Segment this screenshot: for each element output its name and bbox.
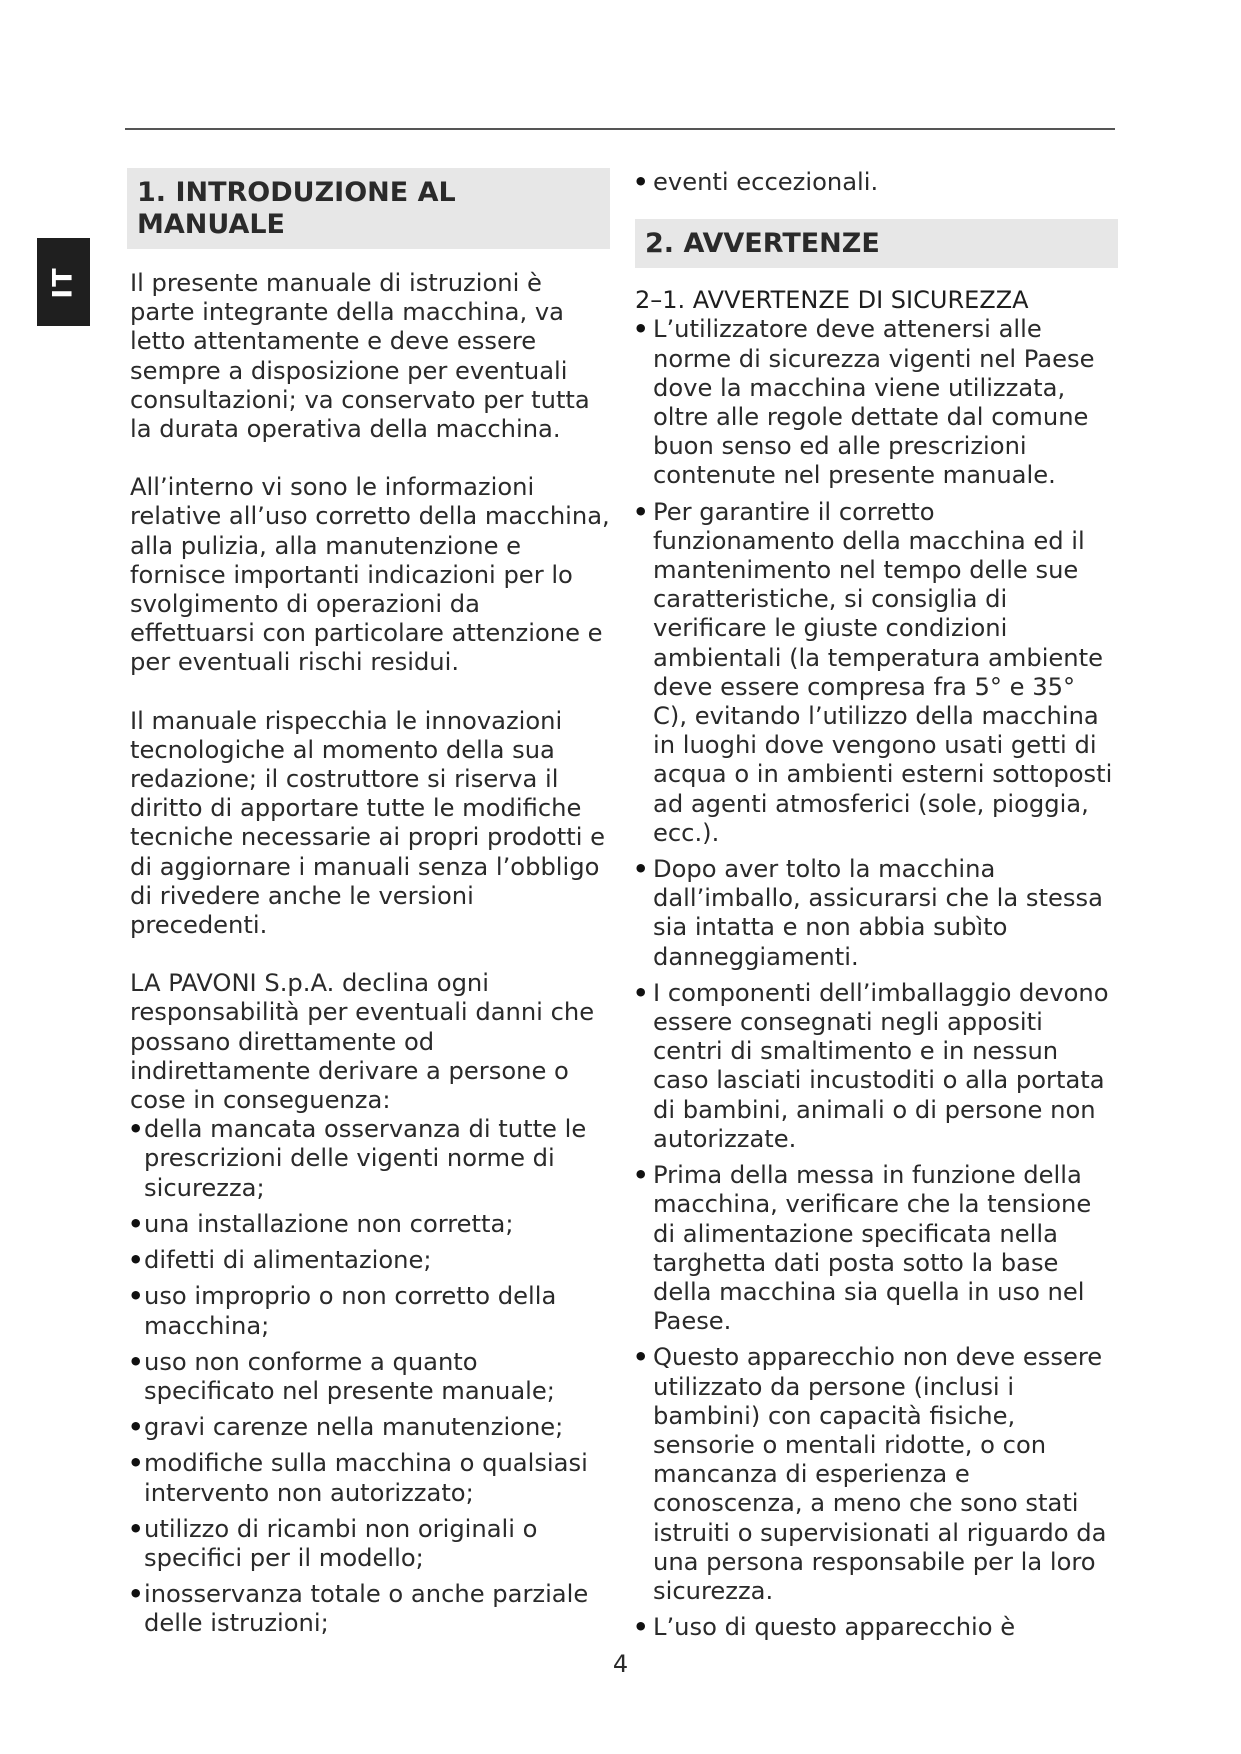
list-item: • gravi carenze nella manutenzione; xyxy=(130,1413,610,1442)
intro-paragraph-3: Il manuale rispecchia le innovazioni tecnologiche al momento della sua redazione; il costruttore si riserva il diritto di apportare tutte le modifiche tecniche necessarie ai propri prodotti e di aggiornare i manuali senza l’obbligo di rivedere anche le versioni precedenti. xyxy=(130,706,606,940)
intro-paragraph-4: LA PAVONI S.p.A. declina ogni responsabilità per eventuali danni che possano direttamente od indirettamente derivare a persone o cose in conseguenza: xyxy=(130,969,595,1115)
section-1-heading: 1. INTRODUZIONE AL MANUALE xyxy=(127,168,610,249)
intro-paragraph-2: All’interno vi sono le informazioni relative all’uso corretto della macchina, alla pulizia, alla manutenzione e fornisce importanti indicazioni per lo svolgimento di operazioni da effettuarsi con particolare attenzione e per eventuali rischi residui. xyxy=(130,473,610,677)
list-item: • Prima della messa in funzione della macchina, verificare che la tensione di alimentazione specificata nella targhetta dati posta sotto la base della macchina sia quella in uso nel Paese. xyxy=(635,1161,1115,1336)
list-item: • eventi eccezionali. xyxy=(635,168,1115,197)
list-item: • utilizzo di ricambi non originali o specifici per il modello; xyxy=(130,1515,610,1573)
header-rule xyxy=(125,128,1115,130)
liability-list xyxy=(130,1115,610,1638)
list-item: • Dopo aver tolto la macchina dall’imballo, assicurarsi che la stessa sia intatta e non abbia subìto danneggiamenti. xyxy=(635,855,1115,972)
list-item: • una installazione non corretta; xyxy=(130,1210,610,1239)
list-item: • I componenti dell’imballaggio devono essere consegnati negli appositi centri di smaltimento e in nessun caso lasciati incustoditi o alla portata di bambini, animali o di persone non autorizzate. xyxy=(635,979,1115,1154)
section-2-1-heading: 2–1. AVVERTENZE DI SICUREZZA xyxy=(635,286,1029,315)
list-item: • uso improprio o non corretto della macchina; xyxy=(130,1282,610,1340)
liability-list-continued xyxy=(635,168,1115,197)
intro-paragraph-1: Il presente manuale di istruzioni è parte integrante della macchina, va letto attentamente e deve essere sempre a disposizione per eventuali consultazioni; va conservato per tutta la durata operativa della macchina. xyxy=(130,269,590,444)
section-2-heading: 2. AVVERTENZE xyxy=(635,219,1118,268)
page-number: 4 xyxy=(612,1650,629,1678)
language-tab xyxy=(37,238,90,326)
safety-warnings-list xyxy=(635,315,1115,1642)
language-tab-label: IT xyxy=(48,265,79,299)
list-item: • della mancata osservanza di tutte le prescrizioni delle vigenti norme di sicurezza; xyxy=(130,1115,610,1203)
list-item: • L’uso di questo apparecchio è xyxy=(635,1613,1115,1642)
list-item: • inosservanza totale o anche parziale delle istruzioni; xyxy=(130,1580,610,1638)
list-item: • Questo apparecchio non deve essere utilizzato da persone (inclusi i bambini) con capacità fisiche, sensorie o mentali ridotte, o con mancanza di esperienza e conoscenza, a meno che sono stati istruiti o supervisionati al riguardo da una persona responsabile per la loro sicurezza. xyxy=(635,1343,1115,1606)
right-column xyxy=(635,168,1115,1649)
left-column xyxy=(130,168,610,1646)
list-item: • L’utilizzatore deve attenersi alle norme di sicurezza vigenti nel Paese dove la macchina viene utilizzata, oltre alle regole dettate dal comune buon senso ed alle prescrizioni contenute nel presente manuale. xyxy=(635,315,1115,490)
list-item: • uso non conforme a quanto specificato nel presente manuale; xyxy=(130,1348,610,1406)
list-item: • modifiche sulla macchina o qualsiasi intervento non autorizzato; xyxy=(130,1449,610,1507)
list-item: • difetti di alimentazione; xyxy=(130,1246,610,1275)
list-item: • Per garantire il corretto funzionamento della macchina ed il mantenimento nel tempo delle sue caratteristiche, si consiglia di verificare le giuste condizioni ambientali (la temperatura ambiente deve essere compresa fra 5° e 35° C), evitando l’utilizzo della macchina in luoghi dove vengono usati getti di acqua o in ambienti esterni sottoposti ad agenti atmosferici (sole, pioggia, ecc.). xyxy=(635,498,1115,848)
